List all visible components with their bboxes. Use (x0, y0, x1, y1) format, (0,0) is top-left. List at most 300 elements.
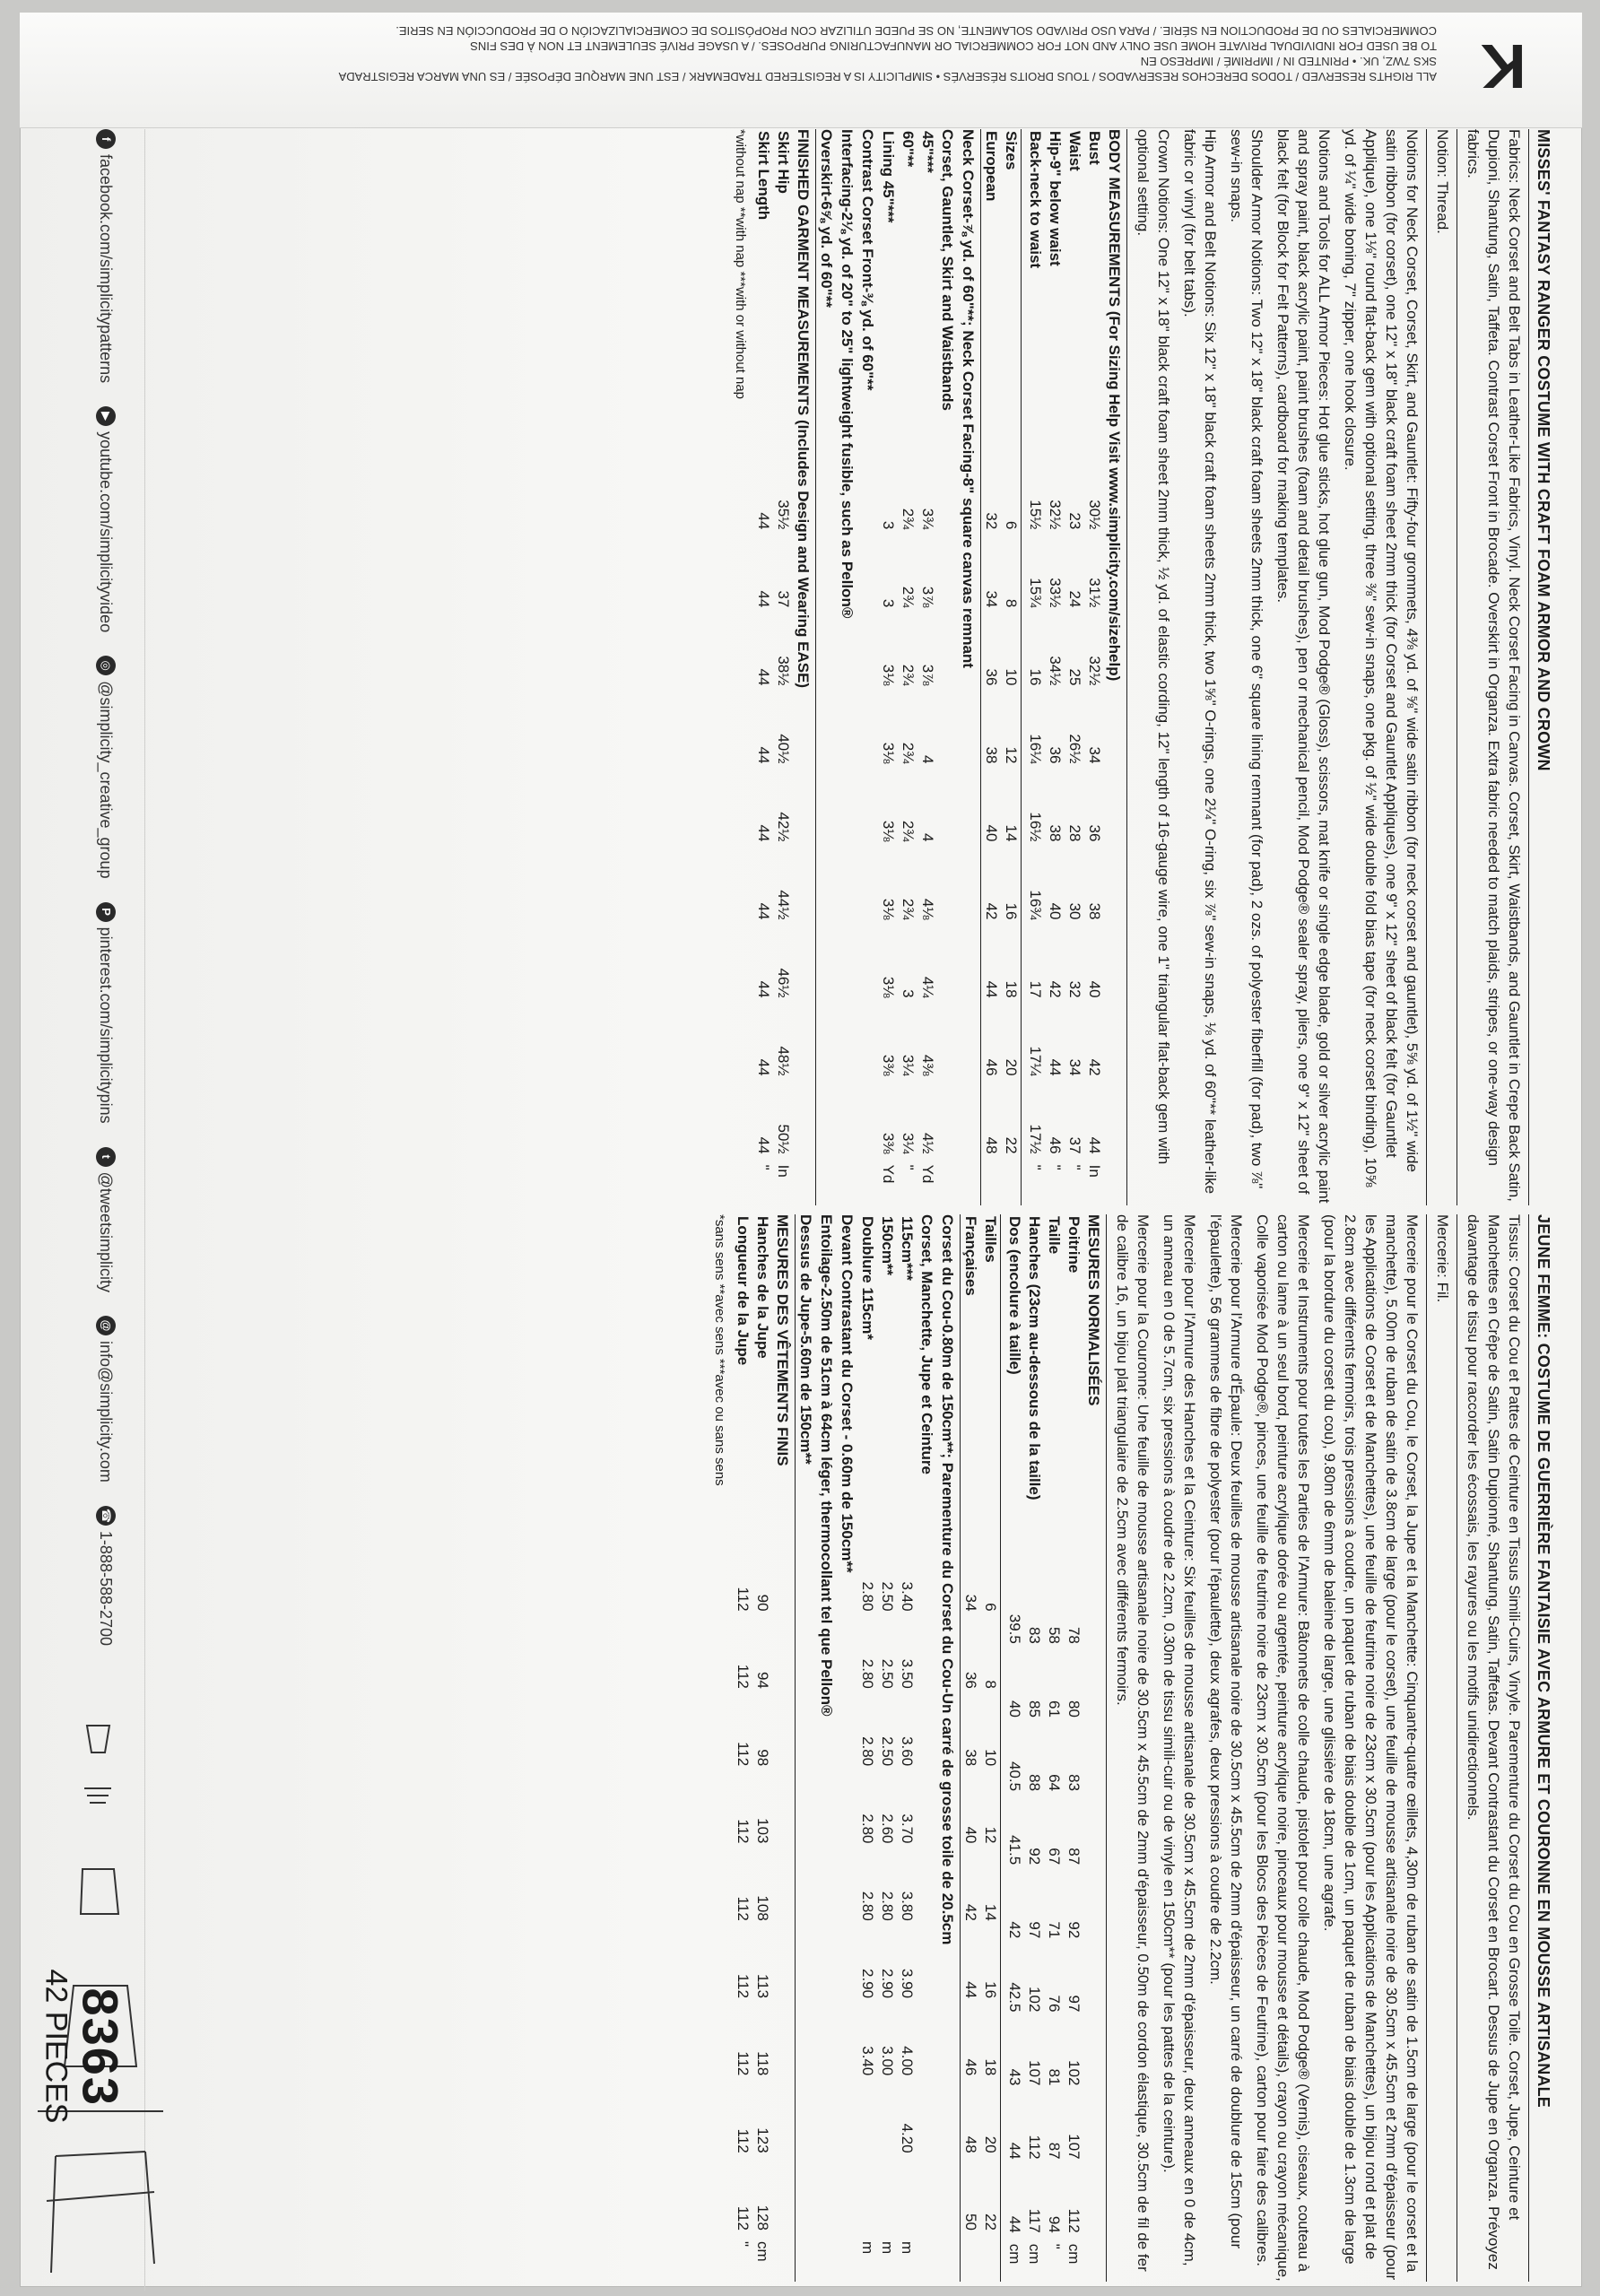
fini-unit: cm (754, 2240, 771, 2262)
finished-cell: 44 (755, 980, 772, 998)
social-link[interactable] (96, 1316, 116, 1483)
shoulder-notions-text: Shoulder Armor Notions: Two 12" x 18" black craft foam sheets 2mm thick, one 6" square lining remnant (for pad), 2 ozs. of polyester fiberfill (for pad), two ⅞" sew-in snaps. (1228, 129, 1265, 1189)
finished-unit: " (755, 1164, 772, 1170)
fini-cell: 112 (735, 1819, 752, 1844)
finished-row-label: Skirt Length (755, 131, 772, 221)
metrage-cell (897, 2155, 917, 2232)
taille-cell: 46 (962, 2058, 979, 2076)
mesure-cell: 102 (1065, 2060, 1083, 2086)
mesure-cell: 43 (1006, 2068, 1023, 2086)
mesure-cell: 80 (1065, 1700, 1083, 1718)
size-cell: 44 (983, 980, 1000, 998)
social-link-label: @simplicity_creative_group (97, 681, 116, 879)
pinterest-icon: P (96, 902, 116, 922)
use-text-1: TO BE USED FOR INDIVIDUAL PRIVATE HOME USE ONLY AND NOT FOR COMMERCIAL OR MANUFACTURING PURPOSES. / A USAGE PRIVÉ SEULEMENT ET NON À DES FINS (470, 39, 1437, 53)
couronne-text: Mercerie pour la Couronne: Une feuille de mousse artisanale noire de 30.5cm x 45.5cm de 2mm d'épaisseur, 0.50m de cordon élastique, 30.5cm de fil de fer de calibre 16, un bijou plat triangulaire de 2.5cm avec différents fermoirs. (1114, 1214, 1152, 2272)
taille-row (980, 1214, 1001, 2282)
body-measurement-cell: 36 (1086, 824, 1103, 842)
body-measurement-cell: 16¼ (1027, 734, 1044, 764)
taille-cell: 6 (982, 1603, 999, 1612)
social-link[interactable] (96, 1147, 116, 1292)
body-measurement-cell: 25 (1066, 668, 1083, 686)
taille-row-label: Tailles (982, 1216, 999, 1263)
hanches-text: Mercerie pour l'Armure des Hanches et la Ceinture: Six feuilles de mousse artisanale de 30.5cm x 45.5cm de 2mm d'épaisseur, deux anneaux en 0 de 4cm, un anneau en 0 de 5.7cm, six pressions à coudre de 2.2cm, 0.30m de tissu simili-cuir ou de vinyle en 150cm** (pour les pattes de la ceinture). (1161, 1214, 1198, 2266)
body-measurement-cell: 16 (1027, 668, 1044, 686)
pattern-id (29, 1969, 163, 2282)
yardage-cell: 3¼ (900, 1132, 917, 1154)
yardage-row-label: Lining 45"*** (880, 131, 897, 223)
finished-row (773, 129, 793, 1205)
mesure-unit: cm (1026, 2243, 1043, 2265)
metrage-cell: 2.80 (859, 1736, 876, 1767)
size-cell: 18 (1003, 980, 1020, 998)
metrage-cell: 2.50 (879, 1581, 896, 1612)
fini-cell: 94 (754, 1671, 771, 1689)
metrage-cell: 2.80 (879, 1891, 896, 1921)
taille-cell: 42 (962, 1903, 979, 1921)
social-link[interactable] (96, 406, 116, 632)
mesure-cell: 92 (1026, 1848, 1043, 1866)
size-row-label: Sizes (1003, 131, 1020, 170)
body-measurement-row-label: Back-neck to waist (1027, 131, 1044, 269)
yardage-cell: 3 (900, 989, 917, 998)
dessus-line: Dessus de Jupe-5.60m de 150cm** (797, 1214, 814, 1465)
pattern-envelope (20, 13, 1582, 2287)
mesure-cell: 61 (1046, 1700, 1063, 1718)
metrage-row-label: 115cm*** (899, 1216, 916, 1281)
size-row-label: European (983, 131, 1000, 202)
french-footnote: *sans sens **avec sens ***avec ou sans sens (712, 1214, 727, 1486)
english-footnote: *without nap **with nap ***with or without nap (733, 129, 748, 400)
yardage-cell: 3¾ (919, 508, 936, 530)
mesure-cell: 97 (1065, 1995, 1083, 2013)
size-cell: 8 (1003, 598, 1020, 608)
mesure-row (1024, 1214, 1044, 2282)
taille-cell: 20 (982, 2135, 999, 2153)
mesure-row-label: Poitrine (1065, 1216, 1083, 1274)
body-measurements-table (1025, 129, 1104, 1205)
yardage-cell: 2¾ (900, 820, 917, 842)
printed-text: SKS 7WZ, UK. • PRINTED IN / IMPRIMÉ / IMPRESO EN (1140, 55, 1437, 68)
social-link[interactable] (96, 129, 116, 383)
metrage-cell: 2.60 (879, 1813, 896, 1844)
social-link-label: 1-888-588-2700 (97, 1530, 116, 1647)
taille-cell: 34 (962, 1594, 979, 1612)
social-link-label: @tweetsimplicity (97, 1171, 116, 1292)
yardage-row-label: 60"** (900, 131, 917, 168)
fini-cell: 112 (735, 1587, 752, 1612)
social-link-label: youtube.com/simplicityvideo (97, 431, 116, 633)
body-measurement-cell: 40 (1086, 980, 1103, 998)
interfacing-line: Interfacing-2⅛ yd. of 20" to 25" lightweight fusible, such as Pellon® (839, 129, 856, 619)
social-link[interactable] (96, 1506, 116, 1646)
yardage-cell: 4 (919, 754, 936, 764)
metrage-cell: 4.00 (899, 2046, 916, 2076)
mesure-cell: 107 (1065, 2134, 1083, 2160)
finished-cell: 44 (755, 1058, 772, 1076)
facebook-icon: f (96, 129, 116, 149)
yardage-cell: 3⅛ (880, 664, 897, 686)
finished-table (753, 129, 793, 1205)
notions-corset-text: Notions for Neck Corset, Corset, Skirt, and Gauntlet: Fifty-four grommets, 4⅜ yd. of ⅝" wide satin ribbon (for neck corset and gauntlet), 5⅝ yd. of 1½" wide satin ribbon (for corset), one 12" x 18" black craft foam sheet 2mm thick (for Corset and Gauntlet Appliques), one 9" x 12" sheet of black felt (for Gauntlet Applique), one 1⅛" round flat-back gem with optional setting, three ⅜" sew-in snaps, one pkg. of ½" wide double fold bias tape (for neck corset binding), 10⅝ yd. of ¼" wide boning, 7" zipper, one hook closure. (1342, 129, 1421, 1187)
body-measurement-cell: 46 (1047, 1136, 1064, 1154)
yardage-cell: 3 (880, 598, 897, 608)
metrage-cell: 2.50 (879, 1736, 896, 1767)
size-cell: 42 (983, 902, 1000, 920)
taille-cell: 22 (982, 2213, 999, 2231)
taille-row (961, 1214, 980, 2282)
taille-cell: 36 (962, 1671, 979, 1689)
mesure-cell: 76 (1046, 1995, 1063, 2013)
size-cell: 10 (1003, 668, 1020, 686)
body-measurement-cell: 40 (1047, 902, 1064, 920)
taille-cell: 8 (982, 1680, 999, 1689)
mesure-cell: 102 (1026, 1987, 1043, 2013)
body-measurement-cell: 33½ (1047, 578, 1064, 608)
mercerie-armor-text: Mercerie et Instruments pour toutes les Parties de l'Armure: Bâtonnets de colle chaude, pistolet pour colle chaude, Mod Podge® (Vernis), ciseaux, couteau à carton ou lame à un seul bord, peinture acrylique dorée ou argentée, peinture acrylique noire, pinceaux pour mousse et détails), crayon ou crayon mécanique, Colle vaporisée Mod Podge®, pinces, une feuille de feutrine noire de 23cm x 30.5cm (pour les Blocs des Pièces de Feutrine), carton pour faire des calibres. (1254, 1214, 1312, 2282)
metrage-cell (877, 2155, 897, 2232)
size-cell: 38 (983, 746, 1000, 764)
mesure-cell: 58 (1046, 1626, 1063, 1644)
fini-cell: 90 (754, 1594, 771, 1612)
divider (1528, 1214, 1529, 2282)
notions-armor-text: Notions and Tools for ALL Armor Pieces: Hot glue sticks, hot glue gun, Mod Podge® (Gloss), scissors, mat knife or single edge blade, gold or silver acrylic paint and spray paint, black acrylic paint, paint brushes (foam and detail brushes), pen or mechanical pencil, Mod Podge® sealer spray, pliers, one 9" x 12" sheet of black felt (for Block for Felt Patterns), cardboard for making templates. (1274, 129, 1333, 1204)
mesure-cell: 39.5 (1006, 1613, 1023, 1644)
instagram-icon: ◎ (96, 656, 116, 675)
yardage-table (878, 129, 937, 1205)
yardage-cell: 3⅜ (880, 1132, 897, 1154)
taille-cell: 16 (982, 1981, 999, 1999)
size-cell: 32 (983, 512, 1000, 530)
mesure-row (1004, 1214, 1024, 2282)
metrage-cell (857, 2155, 877, 2232)
mesure-cell: 64 (1046, 1774, 1063, 1792)
mesure-unit: cm (1065, 2243, 1083, 2265)
yardage-cell: 2¾ (900, 742, 917, 764)
social-link-label: pinterest.com/simplicitypins (97, 926, 116, 1124)
metrage-table (857, 1214, 917, 2282)
social-link[interactable] (96, 902, 116, 1124)
use-text-2: COMMERCIALES OU DE PRODUCTION EN SÉRIE. / PARA USO PRIVADO SOLAMENTE, NO SE PUEDE UTILIZAR CON PROPÓSITOS DE COMERCIALIZACIÓN O DE PRODUCCIÓN EN SERIE. (396, 24, 1437, 38)
body-measurement-cell: 23 (1066, 512, 1083, 530)
fini-cell: 123 (754, 2127, 771, 2153)
social-link[interactable] (96, 656, 116, 878)
taille-row-label: Françaises (962, 1216, 979, 1296)
body-measurement-cell: 28 (1066, 824, 1083, 842)
fini-row (733, 1214, 752, 2282)
body-measurement-row (1084, 129, 1104, 1205)
yardage-cell: 3⅞ (919, 586, 936, 608)
metrage-cell: 3.00 (879, 2046, 896, 2076)
size-cell: 36 (983, 668, 1000, 686)
finished-cell: 38½ (775, 656, 792, 686)
body-measurement-cell: 44 (1086, 1136, 1103, 1154)
mesure-cell: 40 (1006, 1700, 1023, 1718)
mesure-unit: cm (1006, 2243, 1023, 2265)
hip-notions-text: Hip Armor and Belt Notions: Six 12" x 18" black craft foam sheets 2mm thick, two 1⅝" O-rings, one 2¼" O-ring, six ⅞" sew-in snaps, ⅛ yd. of 60"** leather-like fabric or vinyl (for belt tabs). (1181, 129, 1219, 1195)
body-measurement-cell: 32½ (1047, 500, 1064, 530)
tissus-text: Tissus: Corset du Cou et Pattes de Ceinture en Tissus Simili-Cuirs, Vinyle. Parementure du Corset du Cou en Grosse Toile. Corset, Jupe, Ceinture et Manchettes en Crêpe de Satin, Satin Dupionné, Shantung, Satin, Taffetas. Devant Contrastant du Corset en Brocart. Dessus de Jupe en Organza. Prévoyez davantage de tissu pour raccorder les écossais, les rayures ou les motifs unidirectionnels. (1465, 1214, 1523, 2270)
mesure-cell: 42.5 (1006, 1982, 1023, 2013)
tailles-table (961, 1214, 1001, 2282)
taille-cell: 12 (982, 1826, 999, 1844)
mesure-row-label: Dos (encolure à taille) (1006, 1216, 1023, 1375)
pattern-number: 8363 (72, 1987, 129, 2108)
taille-cell: 14 (982, 1903, 999, 1921)
fini-cell: 112 (735, 2128, 752, 2153)
mesure-cell: 87 (1065, 1848, 1083, 1866)
metrage-cell: 2.80 (859, 1658, 876, 1689)
taille-cell: 18 (982, 2058, 999, 2076)
body-measurement-cell: 26½ (1066, 734, 1083, 764)
metrage-cell: 3.40 (899, 1581, 916, 1612)
finished-row (753, 129, 773, 1205)
yardage-cell: 4¼ (919, 976, 936, 998)
metrage-row (877, 1214, 897, 2282)
mesure-unit: " (1046, 2243, 1063, 2249)
social-link-label: facebook.com/simplicitypatterns (97, 154, 116, 384)
yardage-cell: 3⅜ (880, 1054, 897, 1076)
social-link-label: info@simplicity.com (97, 1340, 116, 1483)
mercerie-text: Mercerie: Fil. (1434, 1214, 1451, 1303)
body-measurements-heading: BODY MEASUREMENTS (For Sizing Help Visit www.simplicity.com/sizehelp) (1104, 129, 1127, 1205)
body-measurement-cell: 34 (1066, 1058, 1083, 1076)
fini-cell: 112 (735, 2205, 752, 2231)
fini-cell: 112 (735, 2051, 752, 2076)
yardage-unit: Yd (919, 1164, 936, 1184)
yardage-row (878, 129, 898, 1205)
size-unit (981, 1156, 1001, 1205)
mesure-cell: 92 (1065, 1921, 1083, 1939)
size-cell: 14 (1003, 824, 1020, 842)
mesures-table (1004, 1214, 1083, 2282)
fabrics-text: Fabrics: Neck Corset and Belt Tabs in Leather-Like Fabrics, Vinyl. Neck Corset Facing in Canvas. Corset, Skirt, Waistbands, and Gauntlet in Crepe Back Satin, Dupioni, Shantung, Satin, Taffeta. Contrast Corset Front in Brocade. Overskirt in Organza. Extra fabric needed to match plaids, stripes, or one-way design fabrics. (1465, 129, 1523, 1202)
body-measurement-row-label: Hip-9" below waist (1047, 131, 1064, 266)
metrage-unit: m (879, 2240, 896, 2255)
mesure-cell: 112 (1065, 2208, 1083, 2233)
twitter-icon: t (96, 1147, 116, 1167)
body-measurement-cell: 34 (1086, 746, 1103, 764)
mesure-cell: 67 (1046, 1848, 1063, 1866)
body-measurement-cell: 15¾ (1027, 578, 1044, 608)
body-measurement-row-label: Bust (1086, 131, 1103, 165)
mesure-cell: 94 (1046, 2215, 1063, 2233)
body-measurement-cell: 37 (1066, 1136, 1083, 1154)
mesure-cell: 44 (1006, 2142, 1023, 2160)
body-measurement-cell: 15½ (1027, 500, 1044, 530)
body-measurement-unit: In (1086, 1164, 1103, 1178)
notion-text: Notion: Thread. (1434, 129, 1451, 234)
size-cell: 22 (1003, 1136, 1020, 1154)
yardage-cell: 3 (880, 520, 897, 530)
metrage-cell: 2.90 (859, 1968, 876, 1999)
sizes-table (981, 129, 1022, 1205)
finis-heading: MESURES DES VÊTEMENTS FINIS (772, 1214, 796, 2282)
body-measurement-cell: 36 (1047, 746, 1064, 764)
body-measurement-cell: 44 (1047, 1058, 1064, 1076)
finished-cell: 44 (755, 668, 772, 686)
finished-cell: 35½ (775, 500, 792, 530)
divider (1426, 1214, 1427, 2282)
english-title: MISSES' FANTASY RANGER COSTUME WITH CRAFT FOAM ARMOR AND CROWN (1535, 129, 1552, 771)
divider (1528, 129, 1529, 1205)
size-row (1001, 129, 1022, 1205)
body-measurement-cell: 34½ (1047, 656, 1064, 686)
contrast-line: Contrast Corset Front-⅜ yd. of 60"** (859, 129, 876, 391)
finished-cell: 44 (755, 1136, 772, 1154)
body-measurement-cell: 17 (1027, 980, 1044, 998)
fabric-heading: Corset, Gauntlet, Skirt and Waistbands (939, 129, 956, 411)
mesure-row-label: Taille (1046, 1216, 1063, 1255)
fini-cell: 108 (754, 1895, 771, 1921)
metrage-row (897, 1214, 917, 2282)
mesure-cell: 85 (1026, 1700, 1043, 1718)
youtube-icon: ▶ (96, 406, 116, 426)
fini-cell: 112 (735, 1973, 752, 1999)
metrage-cell (877, 2077, 897, 2154)
divider (1426, 129, 1427, 1205)
metrage-row-label: 150cm** (879, 1216, 896, 1276)
mesure-cell: 107 (1026, 2060, 1043, 2086)
size-cell: 12 (1003, 746, 1020, 764)
body-measurement-cell: 42 (1086, 1058, 1103, 1076)
body-measurement-cell: 31½ (1086, 578, 1103, 608)
flap-legal-text (38, 23, 1437, 84)
mesure-cell: 78 (1065, 1626, 1083, 1644)
english-column (154, 129, 1553, 1205)
size-cell: 40 (983, 824, 1000, 842)
body-measurement-cell: 30½ (1086, 500, 1103, 530)
fini-row-label: Longueur de la Jupe (735, 1216, 752, 1366)
body-measurement-cell: 17½ (1027, 1124, 1044, 1154)
phone-icon: ☎ (96, 1506, 116, 1526)
yardage-row-label: 45"*** (919, 131, 936, 173)
metrage-unit: m (899, 2240, 916, 2255)
mesure-cell: 42 (1006, 1921, 1023, 1939)
finished-cell: 48½ (775, 1046, 792, 1076)
body-measurement-cell: 16¾ (1027, 890, 1044, 920)
taille-cell: 48 (962, 2135, 979, 2153)
french-title: JEUNE FEMME: COSTUME DE GUERRIÈRE FANTAISIE AVEC ARMURE ET COURONNE EN MOUSSE ARTISANALE (1535, 1214, 1552, 2108)
metrage-cell: 3.60 (899, 1736, 916, 1767)
metrage-cell: 3.90 (899, 1968, 916, 1999)
envelope-flap (20, 13, 1582, 128)
metrage-cell: 3.50 (899, 1658, 916, 1689)
size-cell: 20 (1003, 1058, 1020, 1076)
fini-cell: 118 (754, 2051, 771, 2076)
yardage-cell: 3⅛ (880, 976, 897, 998)
mesure-cell: 44 (1006, 2215, 1023, 2233)
finished-cell: 44 (755, 824, 772, 842)
fini-cell: 112 (735, 1742, 752, 1767)
rights-text: ALL RIGHTS RESERVED / TODOS DERECHOS RESERVADOS / TOUS DROITS RÉSERVÉS • SIMPLICITY IS A REGISTERED TRADEMARK / EST UNE MARQUE DÉPOSÉE / ES UNA MARCA REGISTRADA (338, 70, 1437, 83)
body-measurement-cell: 38 (1047, 824, 1064, 842)
body-measurement-cell: 38 (1086, 902, 1103, 920)
fini-cell: 112 (735, 1664, 752, 1689)
fini-cell: 128 (754, 2205, 771, 2231)
taille-unit (961, 2232, 980, 2282)
mesure-cell: 88 (1026, 1774, 1043, 1792)
mesure-cell: 117 (1026, 2208, 1043, 2233)
fini-cell: 113 (754, 1973, 771, 1999)
overskirt-line: Overskirt-6⅝ yd. of 60"** (818, 129, 835, 308)
finished-cell: 40½ (775, 734, 792, 764)
taille-unit (980, 2232, 1001, 2282)
yardage-cell: 4 (919, 833, 936, 842)
body-measurement-unit: " (1027, 1164, 1044, 1170)
fini-row-label: Hanches de la Jupe (754, 1216, 771, 1359)
yardage-cell: 4⅜ (919, 1054, 936, 1076)
taille-cell: 40 (962, 1826, 979, 1844)
fini-row (752, 1214, 772, 2282)
finished-unit: In (775, 1164, 792, 1178)
entoilage-line: Entoilage-2.50m de 51cm à 64cm léger, thermocollant tel que Pellon® (818, 1214, 835, 1717)
body-measurement-cell: 17¼ (1027, 1046, 1044, 1076)
metrage-cell: 3.80 (899, 1891, 916, 1921)
body-measurement-row-label: Waist (1066, 131, 1083, 171)
metrage-cell: 2.80 (859, 1581, 876, 1612)
body-measurement-cell: 30 (1066, 902, 1083, 920)
yardage-row (898, 129, 917, 1205)
yardage-cell: 2¾ (900, 664, 917, 686)
finished-cell: 44 (755, 746, 772, 764)
yardage-cell: 3⅛ (880, 898, 897, 920)
metrage-cell: 3.70 (899, 1813, 916, 1844)
yardage-cell: 2¾ (900, 586, 917, 608)
metrage-row-label: Doublure 115cm* (859, 1216, 876, 1340)
fini-unit: " (735, 2240, 752, 2248)
finished-cell: 44 (755, 590, 772, 608)
yardage-cell: 3⅛ (880, 820, 897, 842)
yardage-cell: 4⅛ (919, 898, 936, 920)
finished-row-label: Skirt Hip (775, 131, 792, 194)
body-measurement-cell: 32½ (1086, 656, 1103, 686)
fini-cell: 112 (735, 1896, 752, 1921)
yardage-row (917, 129, 937, 1205)
mesures-heading: MESURES NORMALISÉES (1083, 1214, 1107, 2282)
pattern-pieces: 42 PIECES (39, 1969, 74, 2124)
crown-notions-text: Crown Notions: One 12" x 18" black craft foam sheet 2mm thick, ½ yd. of elastic cording, 12" length of 16-gauge wire, one 1" triangular flat-back gem with optional setting. (1135, 129, 1172, 1165)
neck-corset-line: Neck Corset-⅞ yd. of 60"**; Neck Corset Facing-8" square canvas remnant (958, 129, 981, 1205)
mesure-cell: 83 (1026, 1626, 1043, 1644)
metrage-row (857, 1214, 877, 2282)
yardage-cell: 3⅞ (919, 664, 936, 686)
mesure-cell: 83 (1065, 1774, 1083, 1792)
size-cell: 16 (1003, 902, 1020, 920)
metrage-cell: 3.40 (859, 2046, 876, 2076)
metrage-cell (857, 2077, 877, 2154)
size-cell: 6 (1003, 520, 1020, 530)
mesure-row (1044, 1214, 1064, 2282)
cou-line: Corset du Cou-0.80m de 150cm**; Parementure du Corset du Cou-Un carré de grosse toile de 20.5cm (937, 1214, 961, 2282)
mesure-row (1064, 1214, 1083, 2282)
body-measurement-cell: 16½ (1027, 812, 1044, 842)
body-measurement-cell: 32 (1066, 980, 1083, 998)
mesure-cell: 87 (1046, 2142, 1063, 2160)
finished-cell: 46½ (775, 968, 792, 998)
metrage-cell: 2.80 (859, 1813, 876, 1844)
size-cell: 46 (983, 1058, 1000, 1076)
body-measurement-row (1065, 129, 1084, 1205)
body-measurement-row (1045, 129, 1065, 1205)
yardage-cell: 3¼ (900, 1054, 917, 1076)
taille-cell: 50 (962, 2213, 979, 2231)
finished-cell: 42½ (775, 812, 792, 842)
taille-cell: 38 (962, 1749, 979, 1767)
mesure-row-label: Hanches (23cm au-dessous de la taille) (1026, 1216, 1043, 1500)
metrage-cell: 4.20 (899, 2123, 916, 2153)
yardage-unit: " (900, 1164, 917, 1170)
